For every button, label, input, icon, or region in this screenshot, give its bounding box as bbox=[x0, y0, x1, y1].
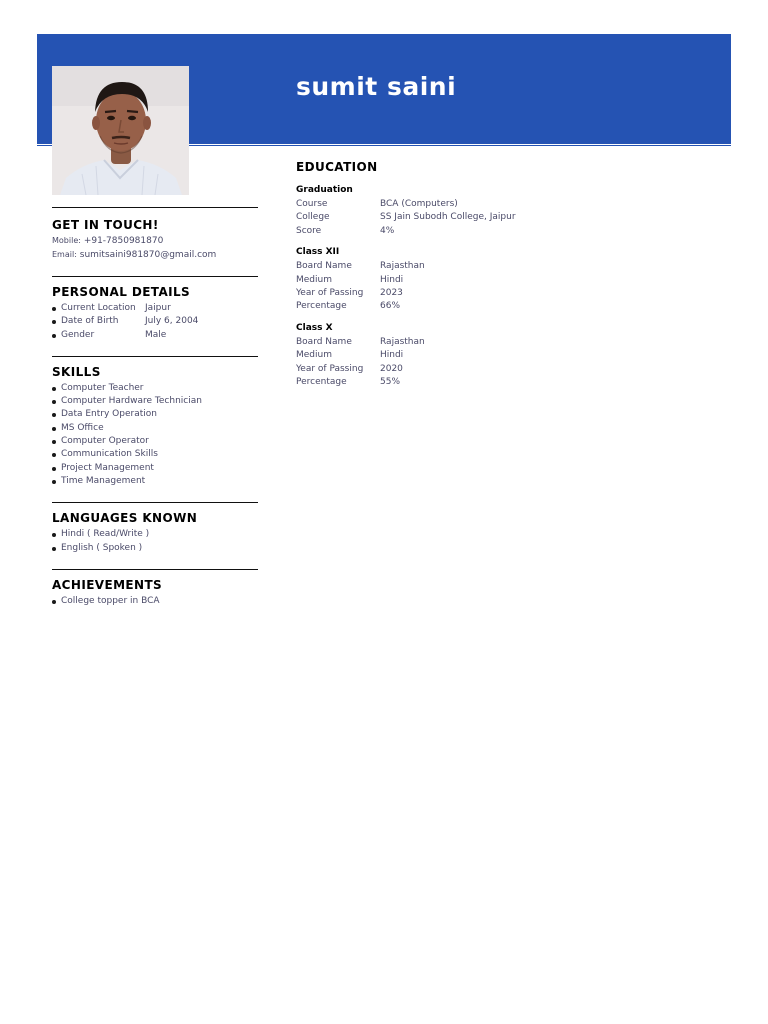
education-row bbox=[296, 300, 716, 313]
achievements-section bbox=[52, 569, 258, 608]
email-label: Email: bbox=[52, 250, 77, 259]
education-row bbox=[296, 225, 716, 238]
email-line bbox=[52, 248, 258, 262]
education-section bbox=[296, 160, 716, 389]
list-item: MS Office bbox=[52, 422, 258, 435]
education-value: 55% bbox=[380, 377, 401, 388]
education-heading: EDUCATION bbox=[296, 160, 378, 174]
list-item bbox=[52, 302, 258, 315]
education-value: Rajasthan bbox=[380, 261, 425, 272]
detail-value: Male bbox=[145, 329, 167, 340]
email-address: sumitsaini981870@gmail.com bbox=[79, 250, 217, 260]
contact-heading: GET IN TOUCH! bbox=[52, 218, 159, 232]
list-item: Data Entry Operation bbox=[52, 408, 258, 421]
education-group-class-xii bbox=[296, 246, 716, 314]
skills-section bbox=[52, 356, 258, 488]
education-group-title: Class X bbox=[296, 322, 333, 333]
achievements-list bbox=[52, 595, 258, 608]
candidate-name: sumit saini bbox=[296, 72, 457, 101]
education-label: Medium bbox=[296, 350, 332, 361]
detail-label: Gender bbox=[61, 329, 95, 340]
education-label: Percentage bbox=[296, 301, 347, 312]
list-item: Computer Operator bbox=[52, 435, 258, 448]
education-label: Course bbox=[296, 199, 328, 209]
education-label: Score bbox=[296, 225, 322, 236]
mobile-line bbox=[52, 234, 258, 248]
education-row bbox=[296, 198, 716, 211]
education-row bbox=[296, 363, 716, 376]
detail-label: Current Location bbox=[61, 303, 136, 313]
skills-heading: SKILLS bbox=[52, 364, 101, 379]
personal-details-heading: PERSONAL DETAILS bbox=[52, 285, 191, 299]
personal-details-section bbox=[52, 276, 258, 342]
sidebar bbox=[52, 207, 258, 608]
list-item bbox=[52, 315, 258, 328]
education-value: Hindi bbox=[380, 274, 404, 285]
education-group-graduation bbox=[296, 184, 716, 238]
detail-label: Date of Birth bbox=[61, 316, 119, 327]
education-row bbox=[296, 349, 716, 362]
education-value: BCA (Computers) bbox=[380, 199, 458, 209]
languages-list bbox=[52, 528, 258, 555]
education-row bbox=[296, 274, 716, 287]
education-row bbox=[296, 376, 716, 389]
education-row bbox=[296, 260, 716, 273]
education-row bbox=[296, 287, 716, 300]
education-label: Percentage bbox=[296, 377, 347, 388]
education-label: Medium bbox=[296, 274, 332, 285]
education-group-title: Graduation bbox=[296, 185, 353, 195]
education-row bbox=[296, 336, 716, 349]
education-label: Year of Passing bbox=[296, 363, 364, 374]
detail-value: July 6, 2004 bbox=[145, 316, 199, 327]
list-item: College topper in BCA bbox=[52, 595, 258, 608]
education-value: SS Jain Subodh College, Jaipur bbox=[380, 212, 516, 223]
list-item: Computer Hardware Technician bbox=[52, 395, 258, 408]
list-item: Time Management bbox=[52, 475, 258, 488]
skills-list bbox=[52, 382, 258, 488]
education-label: Board Name bbox=[296, 261, 352, 272]
education-value: 4% bbox=[380, 225, 395, 236]
mobile-label: Mobile: bbox=[52, 236, 81, 245]
education-value: 2023 bbox=[380, 288, 403, 299]
list-item: Hindi ( Read/Write ) bbox=[52, 528, 258, 541]
profile-photo bbox=[52, 66, 189, 195]
mobile-number: +91-7850981870 bbox=[83, 236, 164, 246]
achievements-heading: ACHIEVEMENTS bbox=[52, 577, 163, 592]
list-item: English ( Spoken ) bbox=[52, 542, 258, 555]
list-item: Project Management bbox=[52, 462, 258, 475]
list-item: Communication Skills bbox=[52, 448, 258, 461]
education-group-class-x bbox=[296, 322, 716, 390]
list-item: Computer Teacher bbox=[52, 382, 258, 395]
education-value: 2020 bbox=[380, 363, 403, 374]
education-group-title: Class XII bbox=[296, 247, 340, 258]
education-label: Year of Passing bbox=[296, 288, 364, 299]
languages-heading: LANGUAGES KNOWN bbox=[52, 511, 198, 526]
education-value: Rajasthan bbox=[380, 336, 425, 347]
education-row bbox=[296, 211, 716, 224]
education-label: College bbox=[296, 212, 330, 223]
detail-value: Jaipur bbox=[145, 303, 171, 313]
education-value: 66% bbox=[380, 301, 401, 312]
personal-details-list bbox=[52, 302, 258, 342]
education-value: Hindi bbox=[380, 350, 404, 361]
education-label: Board Name bbox=[296, 336, 352, 347]
list-item bbox=[52, 329, 258, 342]
contact-section bbox=[52, 207, 258, 262]
languages-section bbox=[52, 502, 258, 555]
